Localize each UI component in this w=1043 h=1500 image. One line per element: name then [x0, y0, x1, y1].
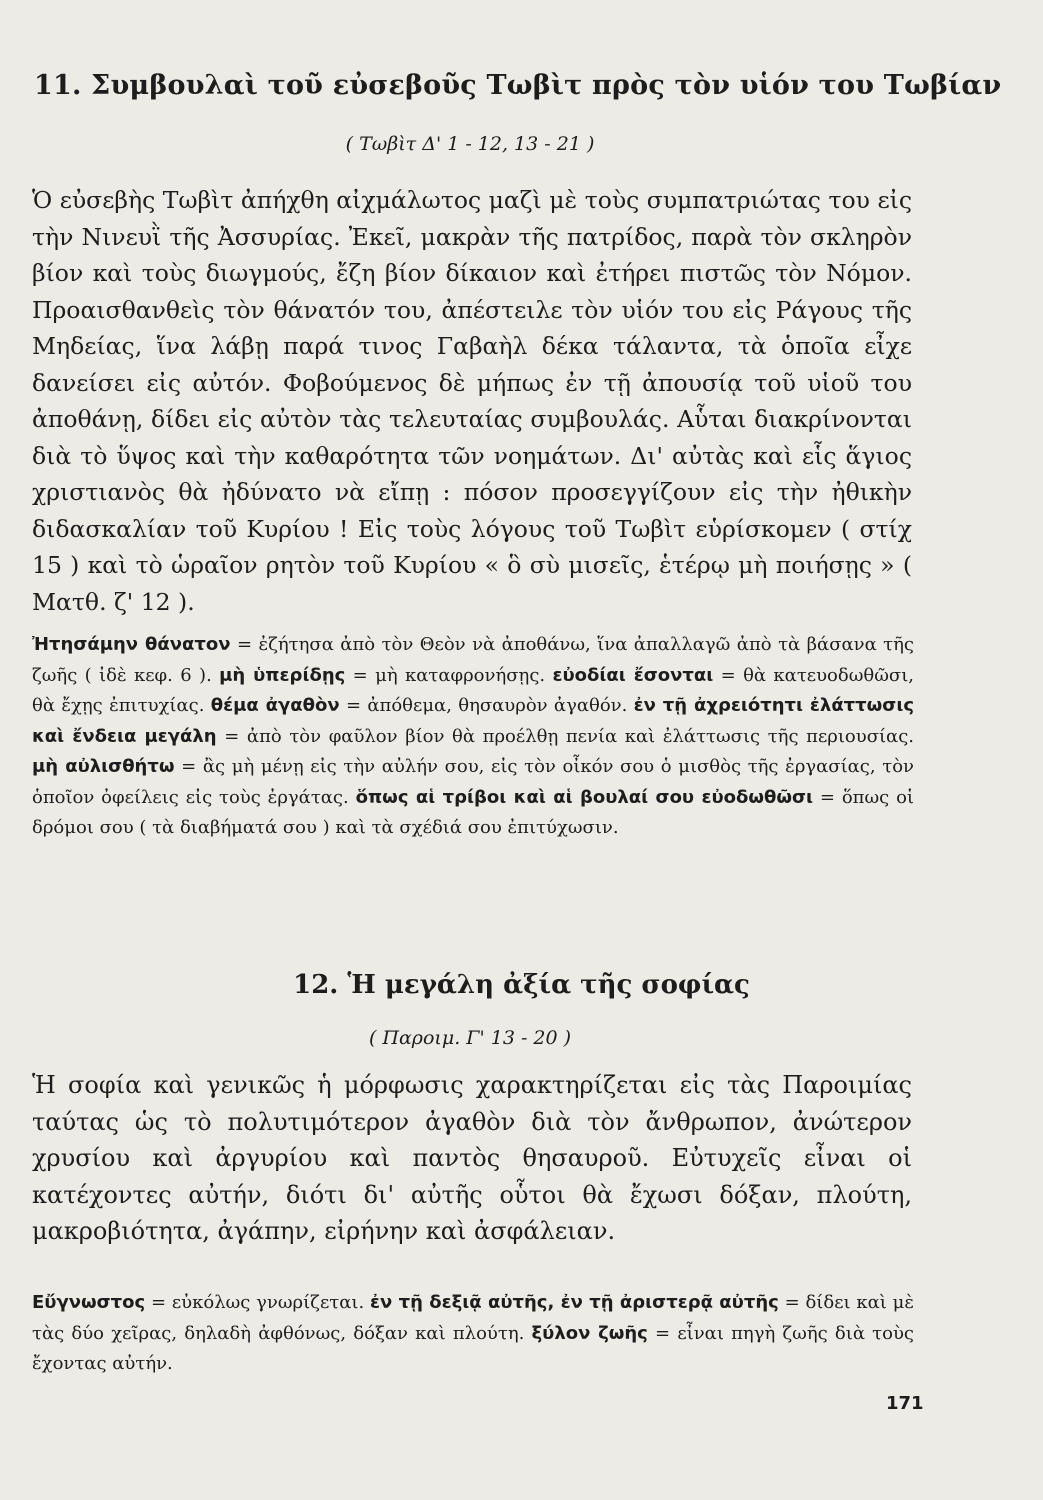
note-term: ξύλον ζωῆς [531, 1322, 648, 1344]
note-definition: = ἐζήτησα ἀπὸ τὸν Θεὸν νὰ ἀποθάνω, ἵνα ἀπαλλαγῶ ἀπὸ τὰ βάσανα τῆς ζωῆς ( ἰδὲ κεφ. 6 ). [32, 634, 915, 686]
note-definition: = θὰ κατευοδωθῶσι, θὰ ἔχῃς ἐπιτυχίας. [32, 664, 914, 716]
note-term: Εὔγνωστος [32, 1292, 146, 1313]
section-12-reference: ( Παροιμ. Γ' 13 - 20 ) [368, 1027, 572, 1049]
section-11-reference: ( Τωβὶτ Δ' 1 - 12, 13 - 21 ) [345, 133, 595, 155]
note-definition: = ὅπως οἱ δρόμοι σου ( τὰ διαβήματά σου ) καὶ τὰ σχέδιά σου ἐπιτύχωσιν. [32, 786, 914, 838]
note-term: ὅπως αἱ τρίβοι καὶ αἱ βουλαί σου εὐοδωθῶσι [355, 786, 814, 808]
note-definition: = ἀπὸ τὸν φαῦλον βίον θὰ προέλθῃ πενία καὶ ἐλάττωσις τῆς περιουσίας. [216, 725, 915, 747]
section-11-notes [32, 630, 914, 844]
note-definition: = ἀπόθεμα, θησαυρὸν ἀγαθόν. [339, 695, 634, 716]
note-term: ἐν τῇ δεξιᾷ αὐτῆς, ἐν τῇ ἀριστερᾷ αὐτῆς [369, 1292, 779, 1313]
note-definition: = ἂς μὴ μένῃ εἰς τὴν αὐλήν σου, εἰς τὸν οἶκόν σου ὁ μισθὸς τῆς ἐργασίας, τὸν ὁποῖον ὀφείλεις εἰς τοὺς ἐργάτας. [32, 756, 914, 808]
note-term: Ἠτησάμην θάνατον [32, 634, 231, 655]
note-term: θέμα ἀγαθὸν [210, 695, 340, 716]
note-definition: = μὴ καταφρονήσῃς. [345, 664, 553, 686]
note-definition: = εἶναι πηγὴ ζωῆς διὰ τοὺς ἔχοντας αὐτήν. [32, 1322, 914, 1374]
note-term: εὐοδίαι ἔσονται [552, 664, 714, 686]
section-12-body: Ἡ σοφία καὶ γενικῶς ἡ μόρφωσις χαρακτηρίζεται εἰς τὰς Παροιμίας ταύτας ὡς τὸ πολυτιμότερον ἀγαθὸν διὰ τὸν ἄνθρωπον, ἀνώτερον χρυσίου καὶ ἀργυρίου καὶ παντὸς θησαυροῦ. Εὐτυχεῖς εἶναι οἱ κατέχοντες αὐτήν, διότι δι' αὐτῆς οὗτοι θὰ ἔχωσι δόξαν, πλούτη, μακροβιότητα, ἀγάπην, εἰρήνην καὶ ἀσφάλειαν. [32, 1071, 912, 1245]
section-11-body: Ὁ εὐσεβὴς Τωβὶτ ἀπήχθη αἰχμάλωτος μαζὶ μὲ τοὺς συμπατριώτας του εἰς τὴν Νινευῒ τῆς Ἀσσυρίας. Ἐκεῖ, μακρὰν τῆς πατρίδος, παρὰ τὸν σκληρὸν βίον καὶ τοὺς διωγμούς, ἔζη βίον δίκαιον καὶ ἐτήρει πιστῶς τὸν Νόμον. Προαισθανθεὶς τὸν θάνατόν του, ἀπέστειλε τὸν υἱόν του εἰς Ράγους τῆς Μηδείας, ἵνα λάβῃ παρά τινος Γαβαὴλ δέκα τάλαντα, τὰ ὁποῖα εἶχε δανείσει εἰς αὐτόν. Φοβούμενος δὲ μήπως ἐν τῇ ἀπουσίᾳ τοῦ υἱοῦ του ἀποθάνῃ, δίδει εἰς αὐτὸν τὰς τελευταίας συμβουλάς. Αὗται διακρίνονται διὰ τὸ ὕψος καὶ τὴν καθαρότητα τῶν νοημάτων. Δι' αὐτὰς καὶ εἷς ἅγιος χριστιανὸς θὰ ἠδύνατο νὰ εἴπῃ : πόσον προσεγγίζουν εἰς τὴν ἠθικὴν διδασκαλίαν τοῦ Κυρίου ! Εἰς τοὺς λόγους τοῦ Τωβὶτ εὑρίσκομεν ( στίχ 15 ) καὶ τὸ ὡραῖον ρητὸν τοῦ Κυρίου « ὃ σὺ μισεῖς, ἑτέρῳ μὴ ποιήσῃς » ( Ματθ. ζ' 12 ). [32, 186, 912, 616]
note-definition: = δίδει καὶ μὲ τὰς δύο χεῖρας, δηλαδὴ ἀφθόνως, δόξαν καὶ πλούτη. [32, 1292, 915, 1344]
section-12-notes [32, 1288, 914, 1380]
note-term: μὴ ὑπερίδῃς [219, 664, 346, 686]
note-definition: = εὐκόλως γνωρίζεται. [145, 1292, 370, 1313]
page-number: 171 [886, 1393, 924, 1414]
section-12-title: 12. Ἡ μεγάλη ἀξία τῆς σοφίας [293, 970, 750, 1000]
note-term: ἐν τῇ ἀχρειότητι ἐλάττωσις καὶ ἔνδεια μεγάλη [32, 695, 915, 747]
section-11-title: 11. Συμβουλαὶ τοῦ εὐσεβοῦς Τωβὶτ πρὸς τὸν υἱόν του Τωβίαν [34, 70, 1002, 101]
note-term: μὴ αὐλισθήτω [32, 756, 175, 777]
